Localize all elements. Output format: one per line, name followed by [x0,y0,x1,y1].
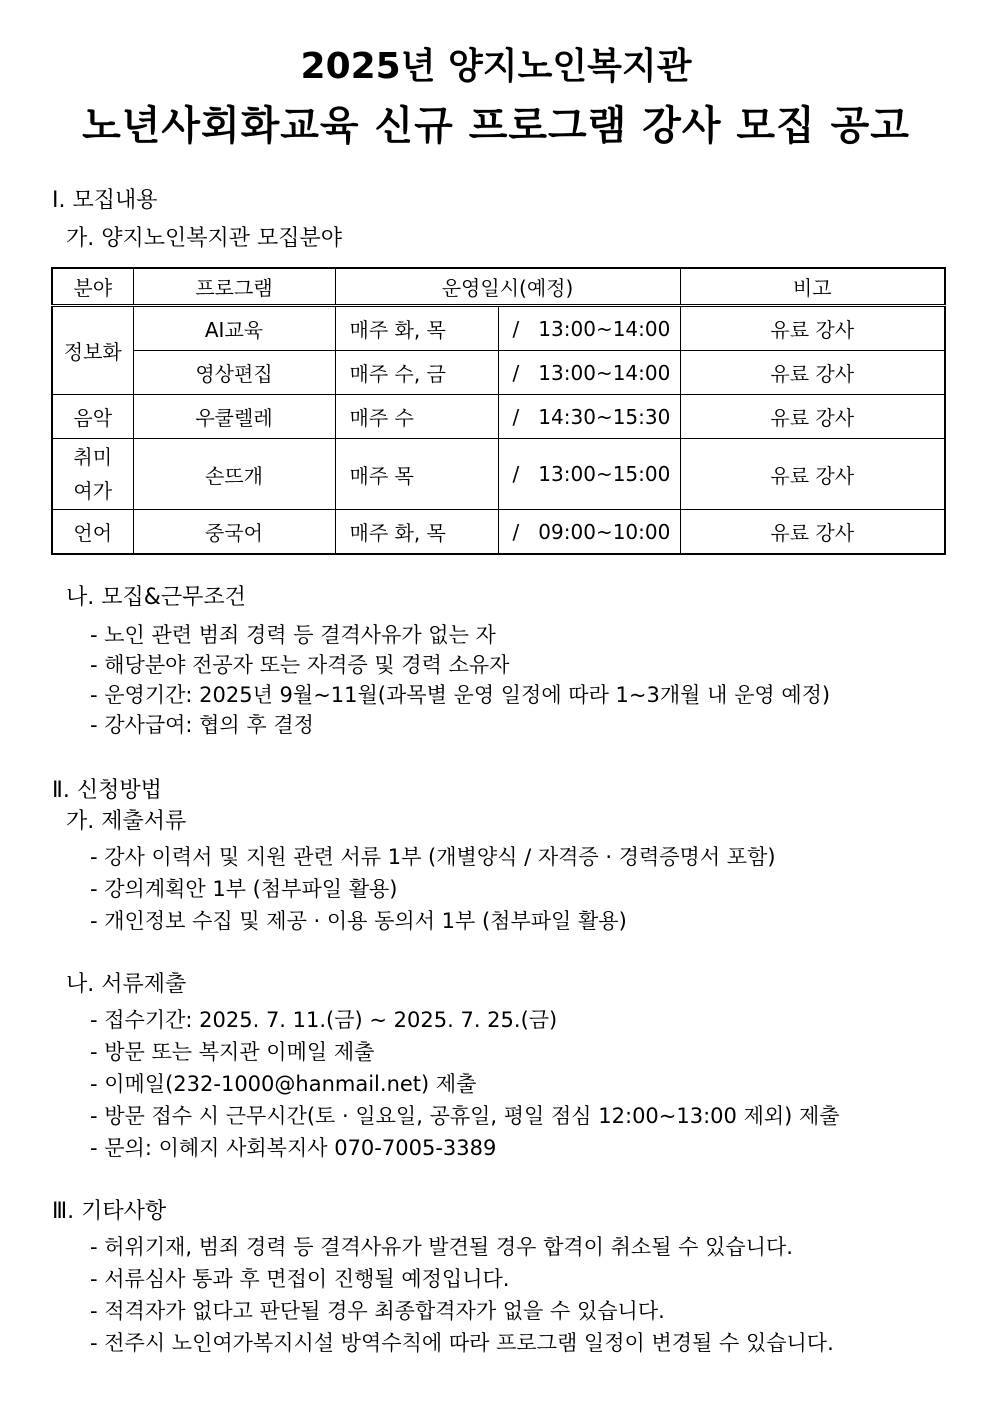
submission-item: - 방문 또는 복지관 이메일 제출 [90,1040,375,1064]
cell-time: / 09:00~10:00 [498,510,680,555]
table-row [52,439,945,510]
document-item: - 강사 이력서 및 지원 관련 서류 1부 (개별양식 / 자격증 · 경력증명서 포함) [90,845,776,869]
table-header-row [52,268,945,306]
cell-time: / 13:00~15:00 [498,439,680,510]
cell-program: 영상편집 [133,351,335,395]
section-1-heading: Ⅰ. 모집내용 [52,188,158,213]
cell-note: 유료 강사 [680,351,945,395]
header-note: 비고 [680,268,945,306]
table-row [52,306,945,351]
condition-item: - 운영기간: 2025년 9월~11월(과목별 운영 일정에 따라 1~3개월 내 운영 예정) [90,683,831,707]
section-3-heading: Ⅲ. 기타사항 [52,1199,167,1224]
condition-item: - 노인 관련 범죄 경력 등 결격사유가 없는 자 [90,623,496,647]
cell-time: / 14:30~15:30 [498,395,680,439]
header-program: 프로그램 [133,268,335,306]
cell-note: 유료 강사 [680,306,945,351]
section-1-sub-a: 가. 양지노인복지관 모집분야 [66,226,343,251]
cell-note: 유료 강사 [680,439,945,510]
submission-item: - 문의: 이혜지 사회복지사 070-7005-3389 [90,1136,497,1160]
section-2-sub-a: 가. 제출서류 [66,809,187,834]
cell-time: / 13:00~14:00 [498,306,680,351]
section-2-sub-b: 나. 서류제출 [66,972,187,997]
cell-program: 중국어 [133,510,335,555]
cell-note: 유료 강사 [680,395,945,439]
table-row [52,510,945,555]
cell-days: 매주 목 [335,439,498,510]
title-line-2: 노년사회화교육 신규 프로그램 강사 모집 공고 [82,103,910,149]
cell-program: 우쿨렐레 [133,395,335,439]
header-field: 분야 [52,268,133,306]
note-item: - 서류심사 통과 후 면접이 진행될 예정입니다. [90,1267,510,1291]
cell-program: AI교육 [133,306,335,351]
section-2-heading: Ⅱ. 신청방법 [52,778,162,803]
cell-days: 매주 수, 금 [335,351,498,395]
title-line-1: 2025년 양지노인복지관 [300,46,692,87]
table-row [52,395,945,439]
cell-days: 매주 화, 목 [335,306,498,351]
note-item: - 허위기재, 범죄 경력 등 결격사유가 발견될 경우 합격이 취소될 수 있습니다. [90,1235,793,1259]
cell-note: 유료 강사 [680,510,945,555]
submission-item: - 이메일(232-1000@hanmail.net) 제출 [90,1072,477,1096]
submission-item: - 접수기간: 2025. 7. 11.(금) ~ 2025. 7. 25.(금) [90,1008,558,1032]
cell-field: 취미 여가 [52,439,133,510]
cell-days: 매주 화, 목 [335,510,498,555]
document-item: - 개인정보 수집 및 제공 · 이용 동의서 1부 (첨부파일 활용) [90,909,627,933]
section-1-sub-b: 나. 모집&근무조건 [66,585,246,610]
note-item: - 전주시 노인여가복지시설 방역수칙에 따라 프로그램 일정이 변경될 수 있습니다. [90,1331,834,1355]
condition-item: - 강사급여: 협의 후 결정 [90,713,314,737]
condition-item: - 해당분야 전공자 또는 자격증 및 경력 소유자 [90,653,510,677]
cell-field: 정보화 [52,306,133,395]
document-item: - 강의계획안 1부 (첨부파일 활용) [90,877,398,901]
table-row [52,351,945,395]
header-schedule: 운영일시(예정) [335,268,680,306]
note-item: - 적격자가 없다고 판단될 경우 최종합격자가 없을 수 있습니다. [90,1299,665,1323]
submission-item: - 방문 접수 시 근무시간(토 · 일요일, 공휴일, 평일 점심 12:00~13:00 제외) 제출 [90,1104,840,1128]
cell-program: 손뜨개 [133,439,335,510]
cell-field: 음악 [52,395,133,439]
recruitment-table [51,267,946,555]
cell-days: 매주 수 [335,395,498,439]
cell-time: / 13:00~14:00 [498,351,680,395]
cell-field: 언어 [52,510,133,555]
